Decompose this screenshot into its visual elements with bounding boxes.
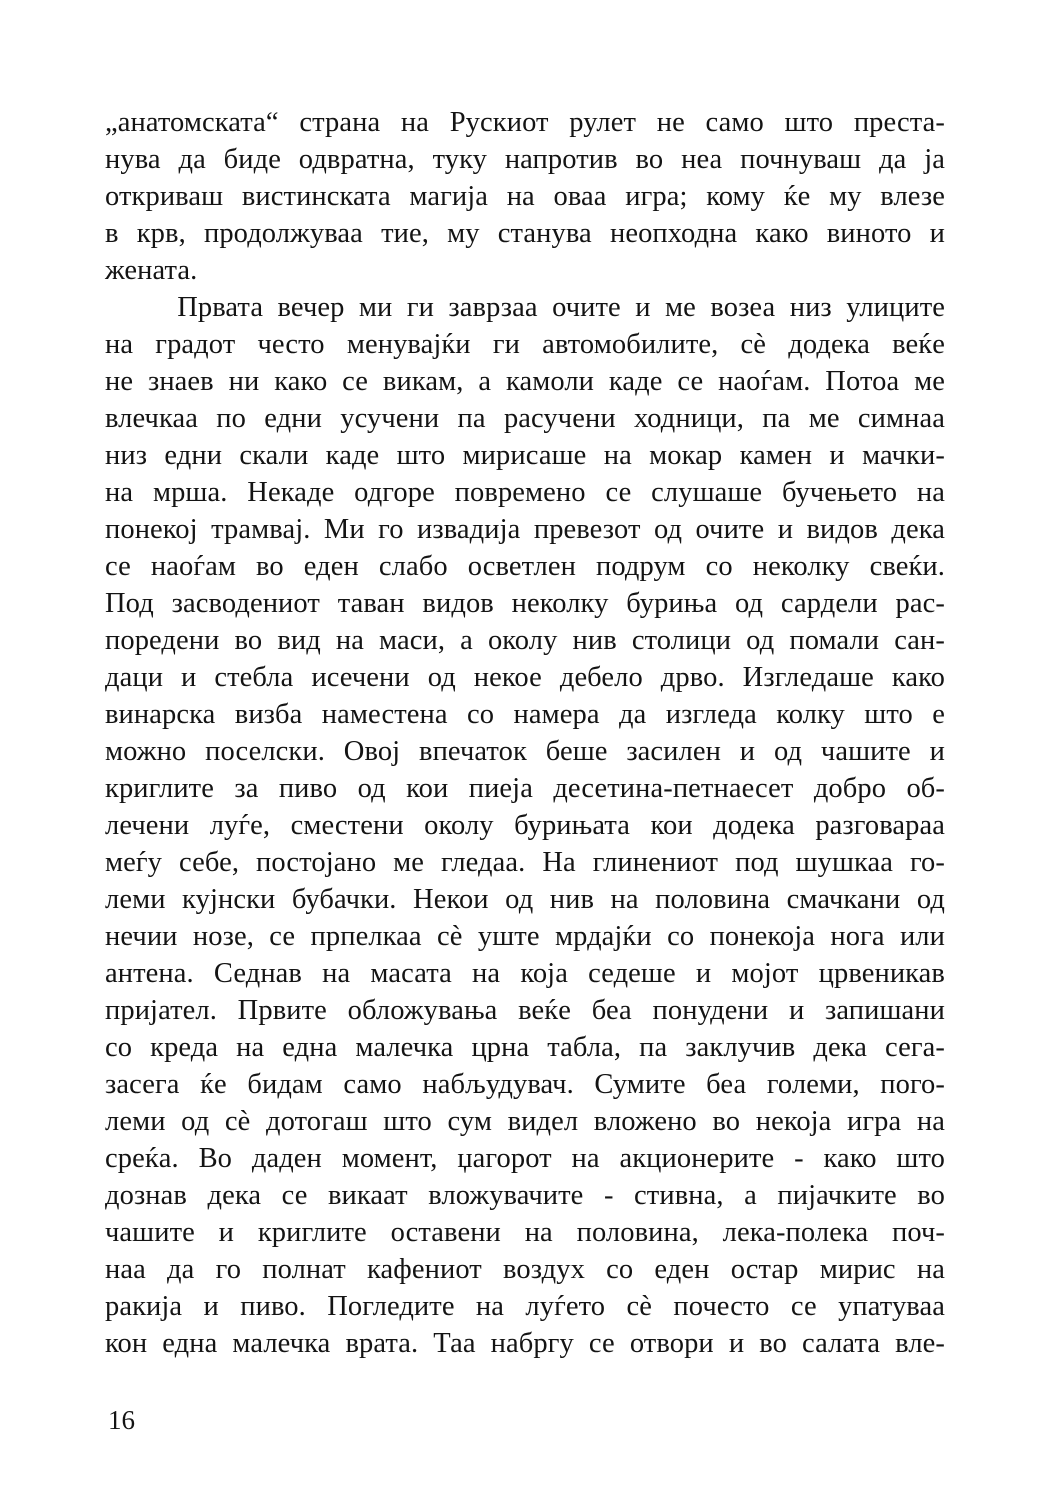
text-line: поредени во вид на маси, а околу нив столици од помали сан- xyxy=(105,625,945,656)
body-text xyxy=(105,104,945,1362)
text-line: Под засводениот таван видов неколку буриња од сардели рас- xyxy=(105,588,945,619)
text-line: не знаев ни како се викам, а камоли каде се наоѓам. Потоа ме xyxy=(105,366,945,397)
text-line: нува да биде одвратна, туку напротив во неа почнуваш да ја xyxy=(105,144,945,175)
text-line: ракија и пиво. Погледите на луѓето сѐ почесто се упатуваа xyxy=(105,1291,945,1322)
text-line: дознав дека се викаат вложувачите - стивна, а пијачките во xyxy=(105,1180,945,1211)
text-line: леми од сѐ дотогаш што сум видел вложено во некоја игра на xyxy=(105,1106,945,1137)
text-line: лечени луѓе, сместени околу бурињата кои додека разговараа xyxy=(105,810,945,841)
page-number: 16 xyxy=(108,1405,135,1435)
text-line: Првата вечер ми ги заврзаа очите и ме возеа низ улиците xyxy=(105,292,945,323)
text-line: со креда на една малечка црна табла, па заклучив дека сега- xyxy=(105,1032,945,1063)
text-line: в крв, продолжуваа тие, му станува неопходна како виното и xyxy=(105,218,945,249)
text-line: жената. xyxy=(105,255,198,286)
text-line: засега ќе бидам само набљудувач. Сумите беа големи, пого- xyxy=(105,1069,945,1100)
text-line: нечии нозе, се прпелкаа сѐ уште мрдајќи со понекоја нога или xyxy=(105,921,945,952)
text-line: криглите за пиво од кои пиеја десетина-петнаесет добро об- xyxy=(105,773,945,804)
text-line: „анатомската“ страна на Рускиот рулет не само што преста- xyxy=(105,107,945,138)
text-line: антена. Седнав на масата на која седеше и мојот црвеникав xyxy=(105,958,945,989)
text-line: леми кујнски бубачки. Некои од нив на половина смачкани од xyxy=(105,884,945,915)
text-line: понекој трамвај. Ми го извадија превезот од очите и видов дека xyxy=(105,514,945,545)
text-line: откриваш вистинската магија на оваа игра; кому ќе му влезе xyxy=(105,181,945,212)
text-line: винарска визба наместена со намера да изгледа колку што е xyxy=(105,699,945,730)
text-line: низ едни скали каде што мирисаше на мокар камен и мачки- xyxy=(105,440,945,471)
text-line: пријател. Првите обложувања веќе беа понудени и запишани xyxy=(105,995,945,1026)
text-line: кон една малечка врата. Таа набргу се отвори и во салата вле- xyxy=(105,1328,945,1359)
text-line: влечкаа по едни усучени па расучени ходници, па ме симнаа xyxy=(105,403,945,434)
text-line: можно поселски. Овој впечаток беше засилен и од чашите и xyxy=(105,736,945,767)
text-line: чашите и криглите оставени на половина, лека-полека поч- xyxy=(105,1217,945,1248)
text-line: на мрша. Некаде одгоре повремено се слушаше бучењето на xyxy=(105,477,945,508)
text-line: на градот често менувајќи ги автомобилите, сѐ додека веќе xyxy=(105,329,945,360)
text-line: наа да го полнат кафениот воздух со еден остар мирис на xyxy=(105,1254,945,1285)
text-line: се наоѓам во еден слабо осветлен подрум со неколку свеќи. xyxy=(105,551,945,582)
text-line: меѓу себе, постојано ме гледаа. На глинениот под шушкаа го- xyxy=(105,847,945,878)
text-line: даци и стебла исечени од некое дебело дрво. Изгледаше како xyxy=(105,662,945,693)
text-line: среќа. Во даден момент, џагорот на акционерите - како што xyxy=(105,1143,945,1174)
